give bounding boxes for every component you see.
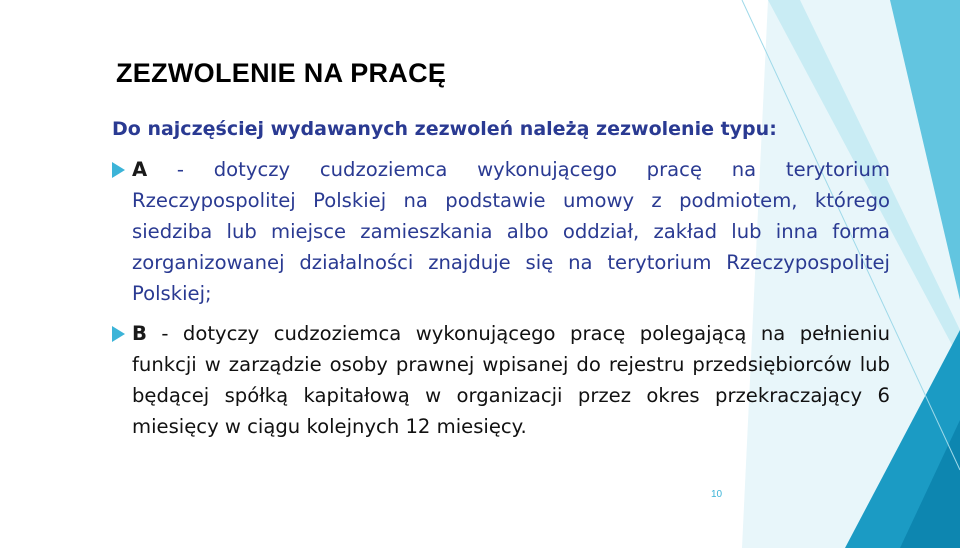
bullet-letter-a: A [132,158,148,181]
bullet-item-b [110,318,890,442]
right-triangle-arrow-icon [112,162,125,178]
bullet-letter-b: B [132,322,147,345]
bullet-list [110,154,890,451]
bullet-body-a: - dotyczy cudzoziemca wykonującego pracę na terytorium Rzeczypospolitej Polskiej na podstawie umowy z podmiotem, którego siedziba lub miejsce zamieszkania albo oddział, zakład lub inna forma zorganizowanej działalności znajduje się na terytorium Rzeczypospolitej Polskiej; [132,158,890,305]
bullet-body-b: - dotyczy cudzoziemca wykonującego pracę polegającą na pełnieniu funkcji w zarządzie osoby prawnej wpisanej do rejestru przedsiębiorców lub będącej spółką kapitałową w organizacji przez okres przekraczający 6 miesięcy w ciągu kolejnych 12 miesięcy. [132,322,890,438]
slide-subtitle: Do najczęściej wydawanych zezwoleń należą zezwolenie typu: [112,118,777,140]
page-number: 10 [711,489,723,500]
bullet-text-a [132,154,890,309]
right-triangle-arrow-icon [112,326,125,342]
slide-title: ZEZWOLENIE NA PRACĘ [116,58,447,88]
bullet-item-a [110,154,890,309]
bullet-text-b [132,318,890,442]
